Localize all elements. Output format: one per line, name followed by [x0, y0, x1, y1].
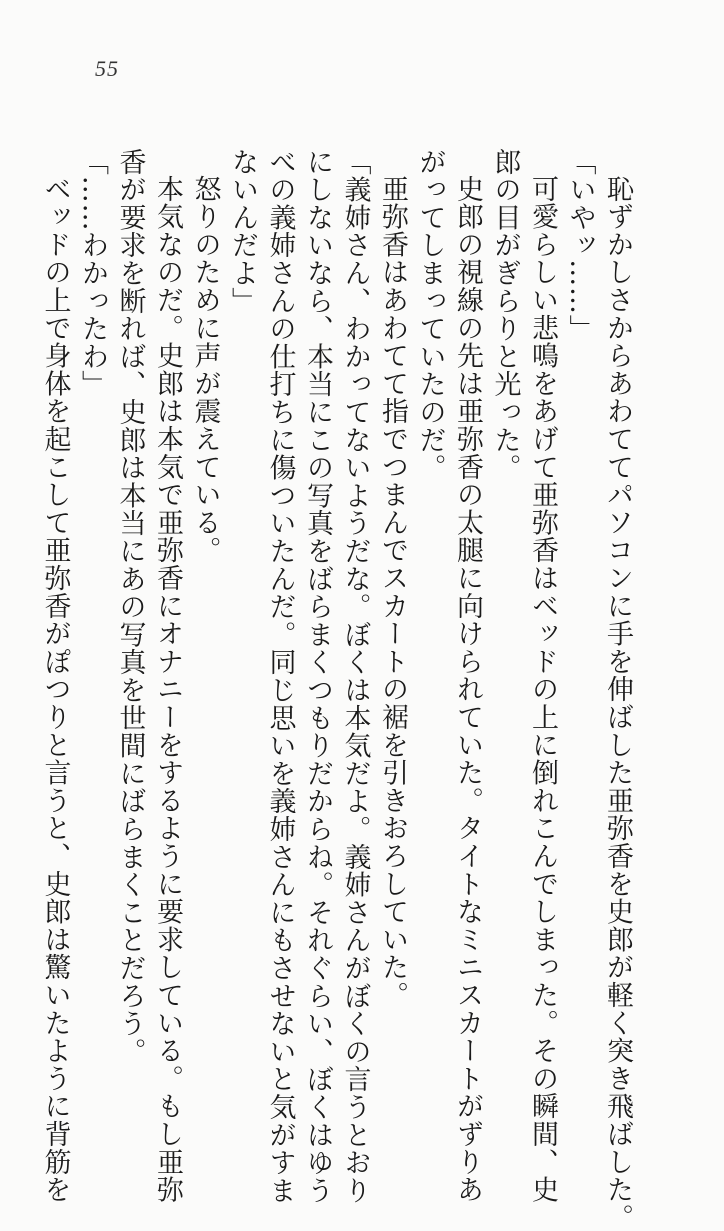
text-line: ベッドの上で身体を起こして亜弥香がぽつりと言うと、史郎は驚いたように背筋を — [39, 175, 71, 1204]
page-number: 55 — [95, 56, 119, 81]
text-line: べの義姉さんの仕打ちに傷ついたんだ。同じ思いを義姉さんにもさせないと気がすま — [264, 148, 296, 1205]
text-line: にしないなら、本当にこの写真をばらまくつもりだからね。それぐらい、ぼくはゆう — [302, 148, 333, 1205]
text-line: 郎の目がぎらりと光った。 — [489, 148, 521, 482]
text-line: 本気なのだ。史郎は本気で亜弥香にオナニーをするように要求している。もし亜弥 — [152, 175, 183, 1204]
text-line: 香が要求を断れば、史郎は本当にあの写真を世間にばらまくことだろう。 — [114, 148, 146, 1066]
text-line: 「義姉さん、わかってないようだな。ぼくは本気だよ。義姉さんがぼくの言うとおり — [339, 148, 371, 1205]
text-line: 亜弥香はあわてて指でつまんでスカートの裾を引きおろしていた。 — [377, 175, 408, 1009]
text-line: 史郎の視線の先は亜弥香の太腿に向けられていた。タイトなミニスカートがずりあ — [452, 175, 483, 1204]
text-line: 恥ずかしさからあわててパソコンに手を伸ばした亜弥香を史郎が軽く突き飛ばした。 — [602, 175, 633, 1231]
body-text — [36, 148, 636, 1231]
text-line: がってしまっていたのだ。 — [414, 148, 446, 482]
text-line: 怒りのために声が震えている。 — [189, 175, 221, 565]
text-line: 可愛らしい悲鳴をあげて亜弥香はベッドの上に倒れこんでしまった。その瞬間、史 — [527, 175, 558, 1204]
text-line: 「いやッ……」 — [564, 148, 596, 343]
text-line: 「……わかったわ」 — [77, 148, 108, 399]
text-line: ないんだよ」 — [227, 148, 258, 315]
